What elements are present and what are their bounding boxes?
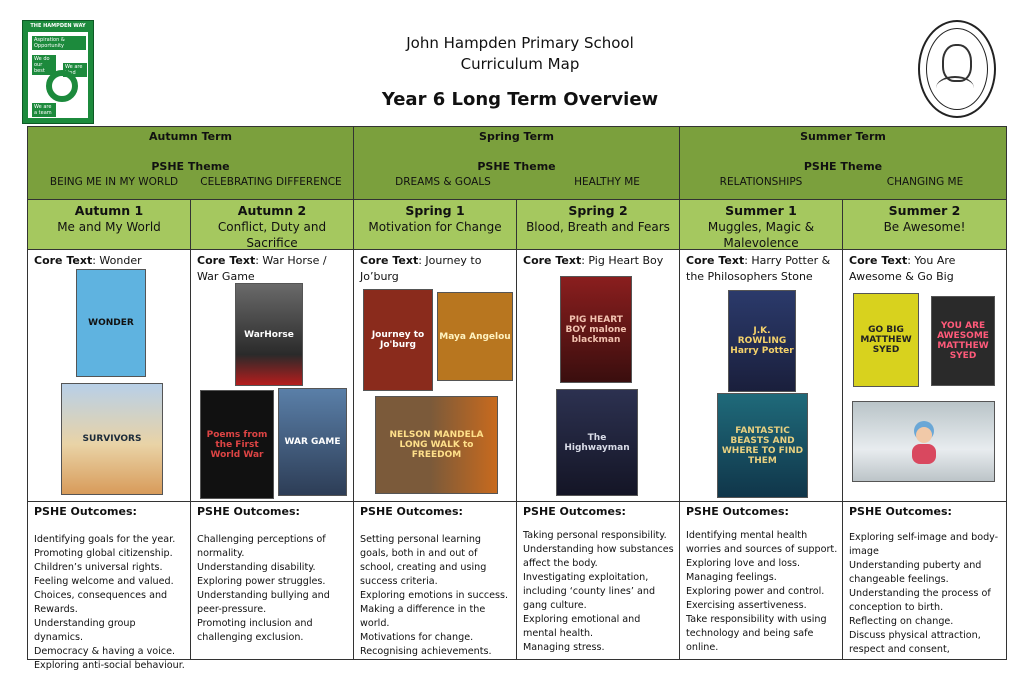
portrait-body xyxy=(936,76,974,100)
outcome-item: Understanding the process of conception to birth. xyxy=(849,588,991,613)
book-cover-wonder: WONDER xyxy=(76,269,146,377)
core-text-value: : Journey to Jo’burg xyxy=(360,254,482,283)
outcomes-heading: PSHE Outcomes: xyxy=(523,505,626,518)
half-header-autumn-1 xyxy=(28,200,191,250)
half-header-autumn-2 xyxy=(191,200,354,250)
outcome-item: Exploring power and control. xyxy=(686,586,825,597)
outcomes-list xyxy=(849,531,1002,657)
logo-sign-kind: We are kind xyxy=(62,62,88,78)
outcome-item: Exploring anti-social behaviour. xyxy=(34,660,185,671)
logo-sign-aspiration: Aspiration & Opportunity xyxy=(31,35,87,51)
outcome-item: Understanding bullying and peer-pressure. xyxy=(197,590,330,615)
book-cover-poems-first-world-war: Poems from the First World War xyxy=(200,390,274,499)
outcome-item: Promoting inclusion and challenging exclusion. xyxy=(197,618,313,643)
pshe-theme-right: CHANGING ME xyxy=(886,176,964,188)
term-header-autumn xyxy=(28,127,354,200)
outcomes-cell-spring-2 xyxy=(517,502,680,659)
core-text-value: : Pig Heart Boy xyxy=(581,254,664,267)
outcomes-heading: PSHE Outcomes: xyxy=(686,505,789,518)
core-text-label: Core Text xyxy=(523,254,582,267)
half-topic: Blood, Breath and Fears xyxy=(526,220,670,234)
outcome-item: Promoting global citizenship. xyxy=(34,548,173,559)
outcome-item: Taking personal responsibility. xyxy=(523,530,667,541)
half-topic: Be Awesome! xyxy=(883,220,966,234)
outcome-item: Exercising assertiveness. xyxy=(686,600,807,611)
outcome-item: Challenging perceptions of normality. xyxy=(197,534,326,559)
outcome-item: Managing stress. xyxy=(523,642,605,653)
outcomes-cell-summer-1 xyxy=(680,502,843,659)
core-text-label: Core Text xyxy=(197,254,256,267)
outcome-item: Setting personal learning goals, both in and out of school, creating and using success criteria. xyxy=(360,534,487,587)
outcomes-list xyxy=(197,533,349,645)
half-header-spring-1 xyxy=(354,200,517,250)
core-text-label: Core Text xyxy=(686,254,745,267)
core-text-value: : You Are Awesome & Go Big xyxy=(849,254,956,283)
half-title: Spring 2 xyxy=(568,203,628,218)
book-cover-pig-heart-boy: PIG HEART BOY malone blackman xyxy=(560,276,632,383)
outcomes-list xyxy=(523,529,675,655)
core-text-cell-summer-1 xyxy=(680,250,843,502)
term-header-summer xyxy=(680,127,1006,200)
core-text-cell-spring-2 xyxy=(517,250,680,502)
logo-sign-best: We do our best xyxy=(31,54,57,76)
book-cover-fantastic-beasts: FANTASTIC BEASTS AND WHERE TO FIND THEM xyxy=(717,393,808,498)
roundabout-icon xyxy=(46,70,78,102)
logo-title: THE HAMPDEN WAY xyxy=(30,23,86,29)
half-topic: Conflict, Duty and Sacrifice xyxy=(217,220,327,250)
outcomes-heading: PSHE Outcomes: xyxy=(197,505,300,518)
book-cover-war-game: WAR GAME xyxy=(278,388,347,496)
half-title: Summer 2 xyxy=(888,203,961,218)
book-cover-journey-to-joburg: Journey to Jo'burg xyxy=(363,289,433,391)
outcomes-list xyxy=(360,533,512,659)
outcome-item: Discuss physical attraction, respect and consent, xyxy=(849,630,981,655)
outcome-item: Children’s universal rights. xyxy=(34,562,163,573)
portrait-crest-icon xyxy=(918,20,996,118)
core-text-cell-autumn-2 xyxy=(191,250,354,502)
half-title: Summer 1 xyxy=(725,203,797,218)
term-title: Summer Term xyxy=(800,130,886,143)
outcome-item: Exploring emotional and mental health. xyxy=(523,614,641,639)
term-title: Spring Term xyxy=(479,130,554,143)
outcomes-cell-autumn-1 xyxy=(28,502,191,671)
core-text-cell-autumn-1 xyxy=(28,250,191,502)
book-cover-survivors: SURVIVORS xyxy=(61,383,163,495)
core-text-label: Core Text xyxy=(34,254,93,267)
logo-sign-team: We are a team xyxy=(31,102,57,118)
snow-figure-icon xyxy=(904,417,944,467)
book-cover-long-walk-to-freedom: NELSON MANDELA LONG WALK to FREEDOM xyxy=(375,396,498,494)
outcomes-heading: PSHE Outcomes: xyxy=(34,505,137,518)
curriculum-table xyxy=(27,126,1007,671)
pshe-theme-left: BEING ME IN MY WORLD xyxy=(49,176,179,188)
term-title: Autumn Term xyxy=(149,130,232,143)
outcome-item: Understanding how substances affect the body. xyxy=(523,544,674,569)
pshe-theme-right: CELEBRATING DIFFERENCE xyxy=(200,176,342,188)
book-cover-you-are-awesome: YOU ARE AWESOME MATTHEW SYED xyxy=(931,296,995,386)
outcome-item: Making a difference in the world. xyxy=(360,604,486,629)
outcome-item: Feeling welcome and valued. xyxy=(34,576,174,587)
outcomes-heading: PSHE Outcomes: xyxy=(360,505,463,518)
book-cover-highwayman: The Highwayman xyxy=(556,389,638,496)
outcome-item: Recognising achievements. xyxy=(360,646,492,657)
core-text-label: Core Text xyxy=(849,254,908,267)
outcomes-cell-summer-2 xyxy=(843,502,1006,659)
outcome-item: Identifying mental health worries and sources of support. xyxy=(686,530,838,555)
outcome-item: Exploring self-image and body-image xyxy=(849,532,999,557)
core-text-value: : War Horse / War Game xyxy=(197,254,327,283)
outcome-item: Understanding disability. xyxy=(197,562,316,573)
outcome-item: Investigating exploitation, including ‘county lines’ and gang culture. xyxy=(523,572,656,611)
outcome-item: Exploring power struggles. xyxy=(197,576,326,587)
outcomes-list xyxy=(686,529,838,655)
core-text-label: Core Text xyxy=(360,254,419,267)
half-header-spring-2 xyxy=(517,200,680,250)
pshe-theme-label: PSHE Theme xyxy=(151,160,230,173)
pshe-theme-left: DREAMS & GOALS xyxy=(395,176,491,188)
outcomes-cell-autumn-2 xyxy=(191,502,354,659)
core-text-value: : Harry Potter & the Philosophers Stone xyxy=(686,254,831,283)
half-topic: Me and My World xyxy=(57,220,161,234)
outcomes-cell-spring-1 xyxy=(354,502,517,659)
outcome-item: Exploring love and loss. xyxy=(686,558,801,569)
logo-card xyxy=(28,32,88,118)
outcome-item: Take responsibility with using technology and being safe online. xyxy=(686,614,827,653)
pshe-theme-label: PSHE Theme xyxy=(803,160,883,173)
book-cover-maya-angelou: Maya Angelou xyxy=(437,292,513,381)
document-subtitle: Curriculum Map xyxy=(460,55,580,73)
half-header-summer-2 xyxy=(843,200,1006,250)
half-topic: Muggles, Magic & Malevolence xyxy=(707,220,815,250)
school-name: John Hampden Primary School xyxy=(406,34,634,52)
outcome-item: Choices, consequences and Rewards. xyxy=(34,590,168,615)
book-cover-war-horse: WarHorse xyxy=(235,283,303,386)
half-title: Autumn 2 xyxy=(237,203,307,218)
pshe-theme-label: PSHE Theme xyxy=(477,160,556,173)
outcome-item: Understanding puberty and changeable feelings. xyxy=(849,560,982,585)
book-cover-harry-potter: J.K. ROWLING Harry Potter xyxy=(728,290,796,392)
outcome-item: Exploring emotions in success. xyxy=(360,590,509,601)
outcome-item: Reflecting on change. xyxy=(849,616,954,627)
core-text-value: : Wonder xyxy=(92,254,142,267)
outcome-item: Democracy & having a voice. xyxy=(34,646,176,657)
book-cover-go-big: GO BIG MATTHEW SYED xyxy=(853,293,919,387)
outcome-item: Managing feelings. xyxy=(686,572,777,583)
outcome-item: Understanding group dynamics. xyxy=(34,618,136,643)
snow-photo xyxy=(852,401,995,482)
term-header-spring xyxy=(354,127,680,200)
pshe-theme-left: RELATIONSHIPS xyxy=(719,176,803,188)
outcomes-list xyxy=(34,533,186,673)
pshe-theme-right: HEALTHY ME xyxy=(574,176,640,188)
half-header-summer-1 xyxy=(680,200,843,250)
half-title: Autumn 1 xyxy=(74,203,144,218)
page-title: Year 6 Long Term Overview xyxy=(381,89,659,110)
outcome-item: Motivations for change. xyxy=(360,632,474,643)
hampden-way-logo xyxy=(22,20,94,124)
half-topic: Motivation for Change xyxy=(368,220,502,234)
core-text-cell-spring-1 xyxy=(354,250,517,502)
half-title: Spring 1 xyxy=(405,203,465,218)
outcome-item: Identifying goals for the year. xyxy=(34,534,176,545)
outcomes-heading: PSHE Outcomes: xyxy=(849,505,952,518)
core-text-cell-summer-2 xyxy=(843,250,1006,502)
